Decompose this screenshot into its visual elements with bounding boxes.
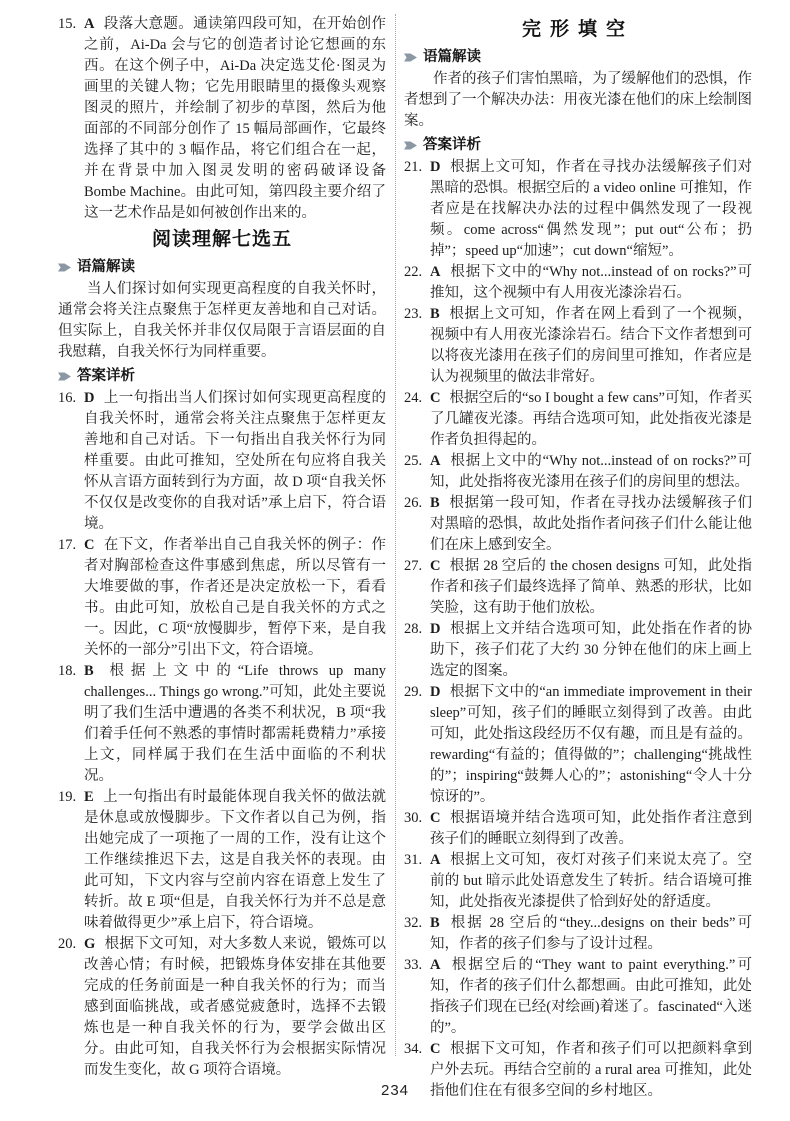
passage-analysis-marker [404, 47, 752, 67]
answer-letter: C [430, 558, 441, 574]
section-title-cloze: 完形填空 [521, 19, 634, 40]
answer-details-marker [58, 366, 386, 386]
answer-explanation: 根据语境并结合选项可知，此处指作者注意到孩子们的睡眠立刻得到了改善。 [430, 810, 752, 847]
answer-explanation: 根据上文中的“Life throws up many challenges... Things go wrong.”可知，此处主要说明了我们生活中遭遇的各类不利状况，B 项“我们着手任何不熟悉的事情时都需耗费精力”承接上文，同样属于我们在生活中面临的不利状况。 [84, 663, 386, 784]
answer-explanation: 根据 28 空后的 the chosen designs 可知，此处指作者和孩子们最终选择了简单、熟悉的形状，比如笑脸，这有助于他们放松。 [430, 558, 752, 616]
answer-letter: A [430, 957, 441, 973]
item-number: 30. [404, 810, 423, 826]
answer-explanation: 根据空后的“so I bought a few cans”可知，作者买了几罐夜光漆。再结合选项可知，此处指夜光漆是作者负担得起的。 [430, 390, 752, 448]
item-number: 16. [58, 390, 77, 406]
answer-letter: C [430, 1041, 441, 1057]
item-number: 34. [404, 1041, 423, 1057]
answer-letter: G [84, 936, 96, 952]
left-column [58, 14, 386, 1078]
answer-letter: C [430, 810, 441, 826]
answer-explanation: 根据第一段可知，作者在寻找办法缓解孩子们对黑暗的恐惧，故此处指作者问孩子们什么能让他们在床上感到安全。 [430, 495, 752, 553]
passage-analysis-label: 语篇解读 [77, 259, 135, 275]
answer-explanation: 根据上文可知，作者在网上看到了一个视频，视频中有人用夜光漆涂岩石。结合下文作者想到可以将夜光漆用在孩子们的房间里可推知，作者应是认为视频里的做法非常好。 [430, 306, 752, 385]
answer-details-label: 答案详析 [423, 137, 481, 153]
answer-letter: A [430, 852, 441, 868]
answer-item [58, 661, 386, 787]
answer-explanation: 根据 28 空后的“they...designs on their beds”可知，作者的孩子们参与了设计过程。 [430, 915, 752, 952]
item-number: 15. [58, 16, 77, 32]
item-number: 23. [404, 306, 423, 322]
item-number: 21. [404, 159, 423, 175]
marker-arrow-icon [58, 371, 71, 382]
answer-explanation: 上一句指出当人们探讨如何实现更高程度的自我关怀时，通常会将关注点聚焦于怎样更友善地和自己对话。下一句指出自我关怀行为同样重要。由此可推知，空处所在句应将自我关怀从言语方面转到行为方面，故 D 项“自我关怀不仅仅是改变你的自我对话”承上启下，符合语境。 [84, 390, 386, 532]
answer-explanation: 根据上文可知，夜灯对孩子们来说太亮了。空前的 but 暗示此处语意发生了转折。结合语境可推知，此处指夜光漆提供了恰到好处的舒适度。 [430, 852, 752, 910]
answer-item [404, 556, 752, 619]
passage-summary: 作者的孩子们害怕黑暗，为了缓解他们的恐惧，作者想到了一个解决办法：用夜光漆在他们的床上绘制图案。 [404, 71, 752, 129]
answer-explanation: 在下文，作者举出自己自我关怀的例子：作者对胸部检查这件事感到焦虑，所以尽管有一大堆要做的事，作者还是决定放松一下，看看书。由此可知，放松自己是自我关怀的方式之一。因此，C 项“放慢脚步，暂停下来，是自我关怀的一部分”引出下文，符合语境。 [84, 537, 386, 658]
marker-arrow-icon [58, 262, 71, 273]
answer-item [404, 157, 752, 262]
passage-summary: 当人们探讨如何实现更高程度的自我关怀时，通常会将关注点聚焦于怎样更友善地和自己对话。但实际上，自我关怀并非仅仅局限于言语层面的自我慰藉，自我关怀行为同样重要。 [58, 281, 386, 360]
section-title-reading-7to5: 阅读理解七选五 [151, 229, 292, 250]
answer-letter: A [430, 264, 441, 280]
answer-item [58, 787, 386, 934]
item-number: 25. [404, 453, 423, 469]
answer-letter: A [84, 16, 95, 32]
item-number: 20. [58, 936, 77, 952]
answer-letter: C [84, 537, 95, 553]
column-divider [395, 14, 396, 1056]
answer-explanation: 根据上文并结合选项可知，此处指在作者的协助下，孩子们花了大约 30 分钟在他们的床上画上选定的图案。 [430, 621, 752, 679]
answer-letter: D [430, 621, 441, 637]
item-number: 24. [404, 390, 423, 406]
item-number: 28. [404, 621, 423, 637]
answer-letter: E [84, 789, 94, 805]
page-number: 234 [380, 1082, 410, 1099]
answer-item [404, 619, 752, 682]
answer-letter: D [84, 390, 95, 406]
answer-item [58, 14, 386, 224]
item-number: 26. [404, 495, 423, 511]
item-number: 17. [58, 537, 77, 553]
right-column [404, 14, 752, 1099]
item-number: 27. [404, 558, 423, 574]
answer-explanation: 上一句指出有时最能体现自我关怀的做法就是休息或放慢脚步。下文作者以自己为例，指出她完成了一项拖了一周的工作，没有让这个工作继续推迟下去，这是自我关怀的表现。由此可知，下文内容与空前内容在语意上发生了转折。故 E 项“但是，自我关怀行为并不总是意味着做得更少”承上启下，符合语境。 [84, 789, 386, 931]
answer-item [404, 808, 752, 850]
answer-explanation: 段落大意题。通读第四段可知，在开始创作之前，Ai-Da 会与它的创造者讨论它想画的东西。在这个例子中，Ai-Da 决定选艾伦·图灵为画里的关键人物；它先用眼睛里的摄像头观察图灵的照片，并绘制了初步的草图，然后为他面部的不同部分创作了 15 幅局部画作，它最终选择了其中的 3 幅作品，将它们组合在一起，并在背景中加入图灵发明的密码破译设备 Bombe Machine。由此可知，第四段主要介绍了这一艺术作品是如何被创作出来的。 [84, 16, 386, 221]
cloze-answer-list [404, 157, 752, 1102]
answer-letter: B [84, 663, 94, 679]
answer-explanation: 根据下文可知，作者和孩子们可以把颜料拿到户外去玩。再结合空前的 a rural area 可推知，此处指他们住在有很多空间的乡村地区。 [430, 1041, 752, 1099]
answer-item [404, 913, 752, 955]
answer-letter: D [430, 684, 441, 700]
answer-letter: B [430, 306, 440, 322]
answer-letter: B [430, 915, 440, 931]
answer-explanation: 根据下文中的“Why not...instead of on rocks?”可推知，这个视频中有人用夜光漆涂岩石。 [430, 264, 752, 301]
answer-letter: D [430, 159, 441, 175]
answer-item [404, 493, 752, 556]
item-number: 31. [404, 852, 423, 868]
reading-answer-list [58, 388, 386, 1081]
answer-item [58, 388, 386, 535]
marker-arrow-icon [404, 140, 417, 151]
answer-explanation: 根据上文可知，作者在寻找办法缓解孩子们对黑暗的恐惧。根据空后的 a video online 可推知，作者应是在找解决办法的过程中偶然发现了一段视频。come across“偶然发现”；put out“公布；扔掉”；speed up“加速”；cut down“缩短”。 [430, 159, 752, 259]
item-number: 18. [58, 663, 77, 679]
passage-analysis-marker [58, 257, 386, 277]
answer-details-marker [404, 135, 752, 155]
answer-item [404, 262, 752, 304]
item-number: 33. [404, 957, 423, 973]
answer-item [404, 451, 752, 493]
answer-explanation: 根据空后的“They want to paint everything.”可知，作者的孩子们什么都想画。由此可推知，此处指孩子们现在已经(对绘画)着迷了。fascinated“入迷的”。 [430, 957, 752, 1036]
answer-explanation: 根据下文中的“an immediate improvement in their sleep”可知，孩子们的睡眠立刻得到了改善。由此可知，此处指这段经历不仅有趣，而且是有益的。rewarding“有益的；值得做的”；challenging“挑战性的”；inspiring“鼓舞人心的”；astonishing“令人十分惊讶的”。 [430, 684, 752, 805]
carryover-answer-list [58, 14, 386, 224]
answer-letter: C [430, 390, 441, 406]
passage-analysis-label: 语篇解读 [423, 49, 481, 65]
answer-item [404, 388, 752, 451]
answer-item [58, 934, 386, 1081]
answer-letter: B [430, 495, 440, 511]
answer-details-label: 答案详析 [77, 368, 135, 384]
answer-item [404, 850, 752, 913]
answer-item [404, 955, 752, 1039]
answer-item [404, 304, 752, 388]
answer-letter: A [430, 453, 441, 469]
item-number: 22. [404, 264, 423, 280]
answer-item [404, 682, 752, 808]
answer-item [58, 535, 386, 661]
marker-arrow-icon [404, 52, 417, 63]
answer-explanation: 根据上文中的“Why not...instead of on rocks?”可知，此处指将夜光漆用在孩子们的房间里的想法。 [430, 453, 752, 490]
answer-explanation: 根据下文可知，对大多数人来说，锻炼可以改善心情；有时候，把锻炼身体安排在其他要完成的任务前面是一种自我关怀的行为；而当感到面临挑战，或者感觉疲惫时，选择不去锻炼也是一种自我关怀的行为，要学会做出区分。由此可知，自我关怀行为会根据实际情况而发生变化，故 G 项符合语境。 [84, 936, 386, 1078]
item-number: 29. [404, 684, 423, 700]
item-number: 19. [58, 789, 77, 805]
item-number: 32. [404, 915, 423, 931]
